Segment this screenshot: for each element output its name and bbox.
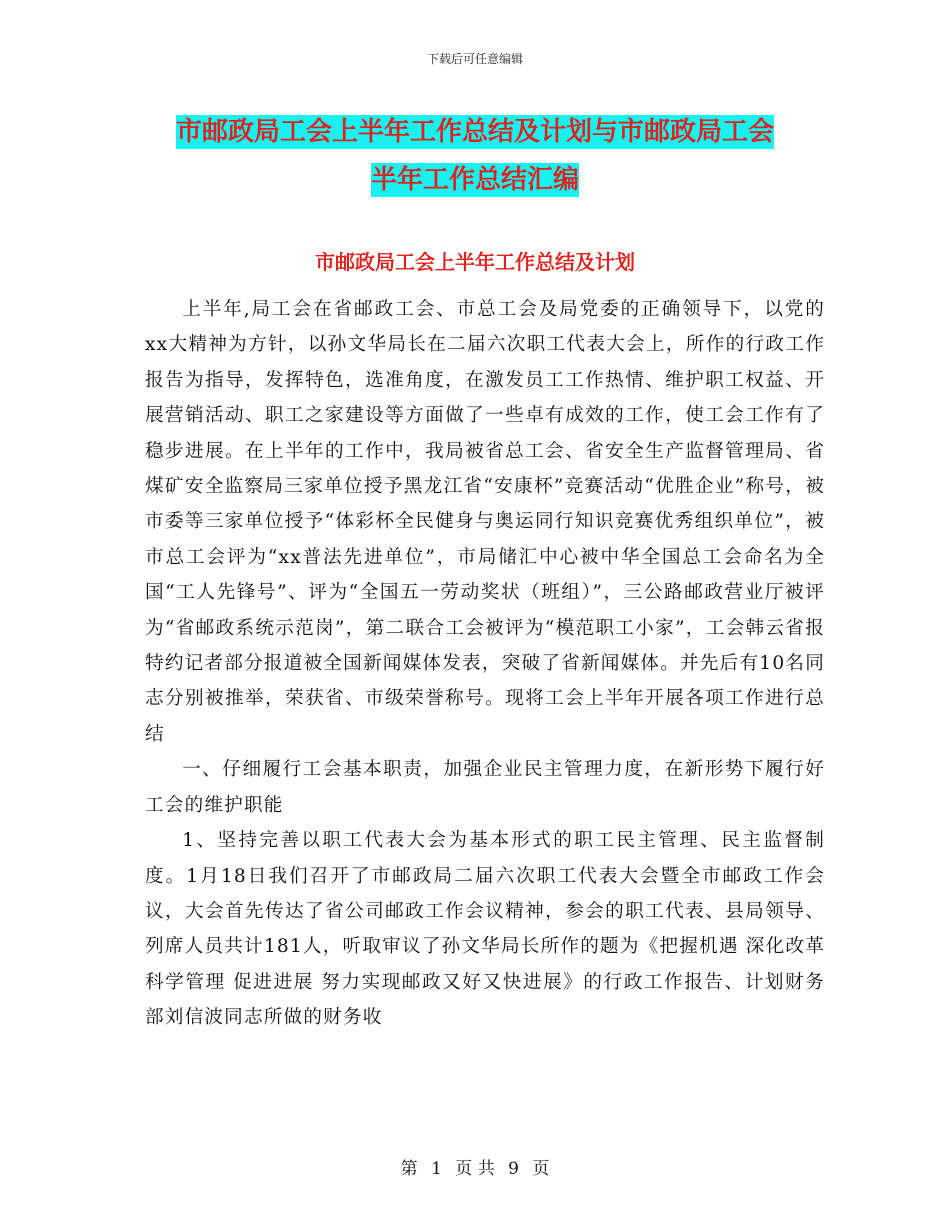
document-title-line-1: 市邮政局工会上半年工作总结及计划与市邮政局工会 (175, 117, 774, 147)
paragraph-heading-1: 一、仔细履行工会基本职责，加强企业民主管理力度，在新形势下履行好工会的维护职能 (145, 759, 825, 816)
section-title: 市邮政局工会上半年工作总结及计划 (315, 250, 635, 274)
paragraph-item-1: 1、坚持完善以职工代表大会为基本形式的职工民主管理、民主监督制度。1月18日我们召开了市邮政局二届六次职工代表大会暨全市邮政工作会议，大会首先传达了省公司邮政工作会议精神，参会的职工代表、县局领导、列席人员共计181人，听取审议了孙文华局长所作的题为《把握机遇 深化改革 科学管理 促进进展 努力实现邮政又好又快进展》的行政工作报告、计划财务部刘信波同志所做的财务收 (145, 830, 825, 1029)
page-number: 1 (431, 1159, 442, 1179)
document-title (0, 108, 950, 204)
document-body (145, 292, 825, 1036)
total-pages: 9 (508, 1159, 519, 1179)
page-footer (0, 1154, 950, 1179)
paragraph-intro: 上半年,局工会在省邮政工会、市总工会及局党委的正确领导下，以党的xx大精神为方针，以孙文华局长在二届六次职工代表大会上，所作的行政工作报告为指导，发挥特色，选准角度，在激发员工工作热情、维护职工权益、开展营销活动、职工之家建设等方面做了一些卓有成效的工作，使工会工作有了稳步进展。在上半年的工作中，我局被省总工会、省安全生产监督管理局、省煤矿安全监察局三家单位授予黑龙江省“安康杯”竞赛活动“优胜企业”称号，被市委等三家单位授予“体彩杯全民健身与奥运同行知识竞赛优秀组织单位”，被市总工会评为“xx普法先进单位”，市局储汇中心被中华全国总工会命名为全国“工人先锋号”、评为“全国五一劳动奖状（班组）”，三公路邮政营业厅被评为“省邮政系统示范岗”，第二联合工会被评为“模范职工小家”，工会韩云省报特约记者部分报道被全国新闻媒体发表，突破了省新闻媒体。并先后有10名同志分别被推举，荣获省、市级荣誉称号。现将工会上半年开展各项工作进行总结 (145, 299, 825, 745)
page-label-mid: 页 共 (455, 1159, 495, 1179)
document-title-line-2: 半年工作总结汇编 (370, 165, 579, 195)
page-label-suffix: 页 (532, 1159, 550, 1179)
page-label-prefix: 第 (400, 1159, 418, 1179)
header-note: 下载后可任意编辑 (426, 52, 523, 66)
